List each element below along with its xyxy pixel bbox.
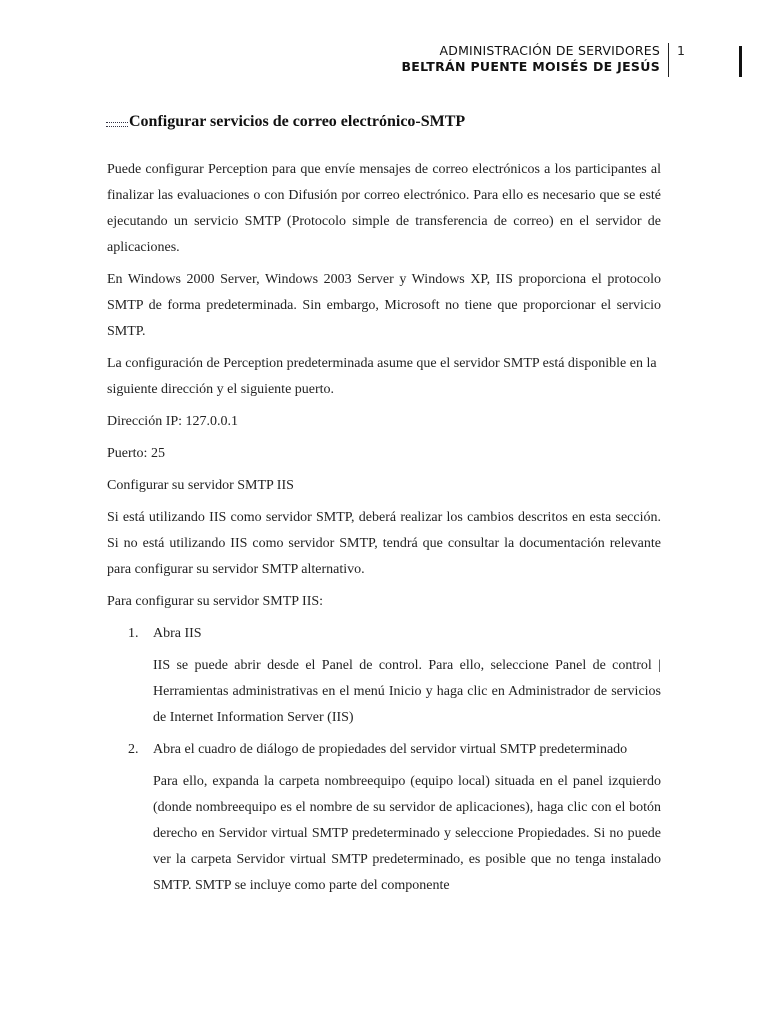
step-description: Para ello, expanda la carpeta nombreequipo (equipo local) situada en el panel izquierdo (donde nombreequipo es el nombre de su servidor de aplicaciones), haga clic con el botón derecho en Servidor virtual SMTP predeterminado y seleccione Propiedades. Si no puede ver la carpeta Servidor virtual SMTP predeterminado, es posible que no tenga instalado SMTP. SMTP se incluye como parte del componente xyxy=(153,774,661,893)
step-number: 2. xyxy=(128,742,139,757)
paragraph-windows: En Windows 2000 Server, Windows 2003 Server y Windows XP, IIS proporciona el protocolo SMTP de forma predeterminada. Sin embargo, Microsoft no tiene que proporcionar el servicio SMTP. xyxy=(107,272,661,339)
header-course-title: ADMINISTRACIÓN DE SERVIDORES xyxy=(439,43,660,58)
ip-address-line: Dirección IP: 127.0.0.1 xyxy=(107,414,239,429)
step-number: 1. xyxy=(128,626,139,641)
list-item xyxy=(107,621,661,731)
header-author-name: BELTRÁN PUENTE MOISÉS DE JESÚS xyxy=(401,59,660,74)
page-number: 1 xyxy=(668,43,685,77)
paragraph-default-config: La configuración de Perception predeterminada asume que el servidor SMTP está disponible en la siguiente dirección y el siguiente puerto. xyxy=(107,356,657,397)
page-header xyxy=(401,43,660,75)
heading-marker-icon xyxy=(106,122,128,127)
step-description: IIS se puede abrir desde el Panel de control. Para ello, seleccione Panel de control | Herramientas administrativas en el menú Inicio y haga clic en Administrador de servicios de Internet Information Server (IIS) xyxy=(153,658,661,725)
document-body xyxy=(107,157,661,905)
steps-list xyxy=(107,621,661,899)
list-item xyxy=(107,737,661,899)
section-heading xyxy=(106,113,465,131)
step-title: Abra IIS xyxy=(153,626,202,641)
paragraph-intro: Puede configurar Perception para que envíe mensajes de correo electrónicos a los participantes al finalizar las evaluaciones o con Difusión por correo electrónico. Para ello es necesario que se esté ejecutando un servicio SMTP (Protocolo simple de transferencia de correo) en el servidor de aplicaciones. xyxy=(107,162,661,255)
paragraph-steps-intro: Para configurar su servidor SMTP IIS: xyxy=(107,594,324,609)
step-title: Abra el cuadro de diálogo de propiedades del servidor virtual SMTP predeterminado xyxy=(153,742,628,757)
margin-bar xyxy=(739,46,742,77)
section-heading-text: Configurar servicios de correo electrónico-SMTP xyxy=(129,113,466,130)
port-line: Puerto: 25 xyxy=(107,446,165,461)
paragraph-iis-changes: Si está utilizando IIS como servidor SMTP, deberá realizar los cambios descritos en esta sección. Si no está utilizando IIS como servidor SMTP, tendrá que consultar la documentación relevante para configurar su servidor SMTP alternativo. xyxy=(107,510,661,577)
subheading-configure-iis: Configurar su servidor SMTP IIS xyxy=(107,478,294,493)
